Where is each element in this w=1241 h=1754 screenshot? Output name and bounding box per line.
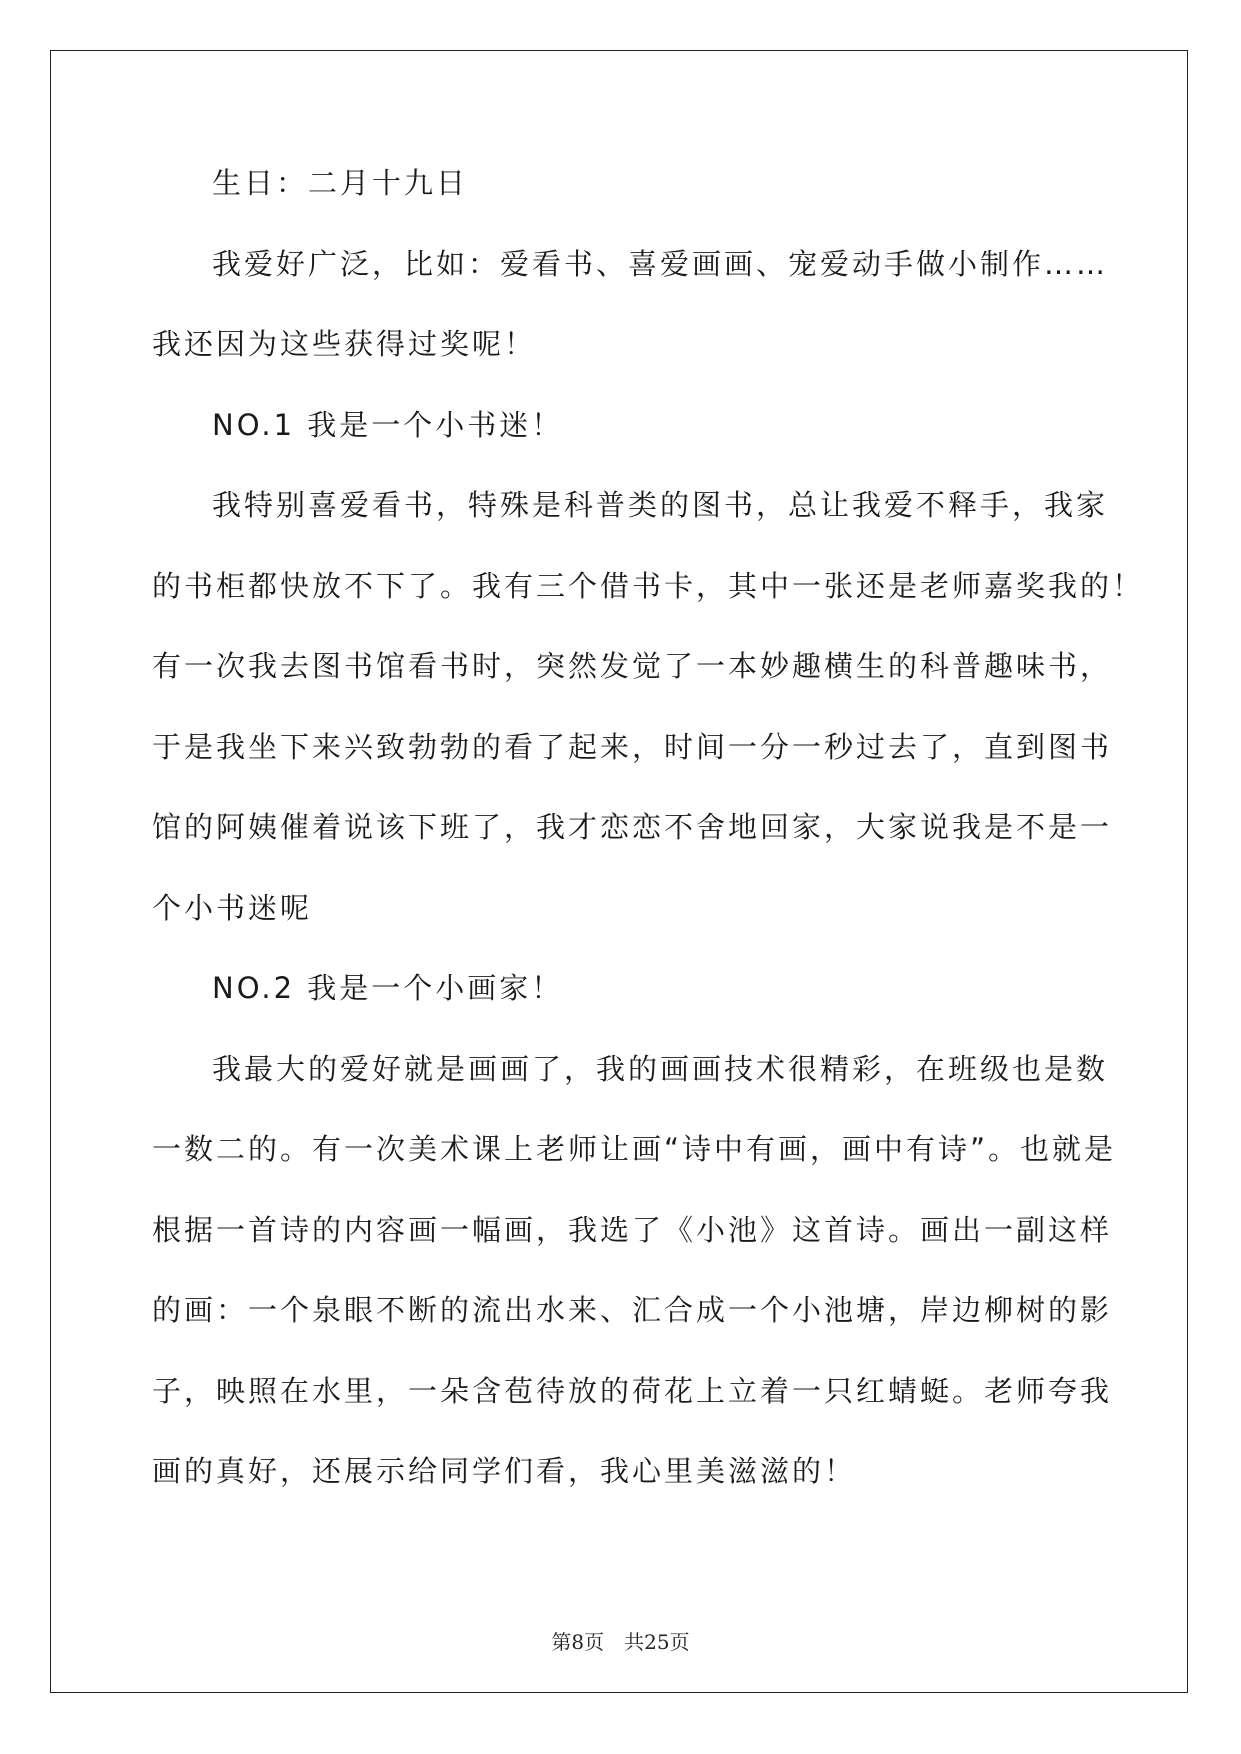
page-number: 第8页 [551,1630,605,1654]
paragraph-line: 一数二的。有一次美术课上老师让画“诗中有画，画中有诗”。也就是 [152,1132,1117,1166]
paragraph-line: 的书柜都快放不下了。我有三个借书卡，其中一张还是老师嘉奖我的！ [152,568,1145,603]
paragraph-line: 根据一首诗的内容画一幅画，我选了《小池》这首诗。画出一副这样 [152,1212,1113,1247]
section-heading: NO.1 我是一个小书迷！ [212,407,564,442]
paragraph-line: 个小书迷呢 [152,890,313,925]
paragraph-line: 我特别喜爱看书，特殊是科普类的图书，总让我爱不释手，我家 [212,488,1109,522]
document-body [152,163,1145,1532]
paragraph-line: 的画：一个泉眼不断的流出水来、汇合成一个小池塘，岸边柳树的影 [152,1293,1113,1327]
section-heading: NO.2 我是一个小画家！ [212,971,564,1005]
page-footer [0,1630,1241,1654]
paragraph-line: 我还因为这些获得过奖呢！ [152,327,537,361]
paragraph-line: 我爱好广泛，比如：爱看书、喜爱画画、宠爱动手做小制作…… [212,246,1109,281]
page-total: 共25页 [624,1630,690,1654]
paragraph-line: 我最大的爱好就是画画了，我的画画技术很精彩，在班级也是数 [212,1051,1109,1086]
paragraph-line: 于是我坐下来兴致勃勃的看了起来，时间一分一秒过去了，直到图书 [152,729,1113,764]
birthday-line: 生日：二月十九日 [212,166,469,200]
paragraph-line: 馆的阿姨催着说该下班了，我才恋恋不舍地回家，大家说我是不是一 [152,810,1113,844]
paragraph-line: 画的真好，还展示给同学们看，我心里美滋滋的！ [152,1454,857,1488]
paragraph-line: 有一次我去图书馆看书时，突然发觉了一本妙趣横生的科普趣味书， [152,649,1113,683]
paragraph-line: 子，映照在水里，一朵含苞待放的荷花上立着一只红蜻蜓。老师夸我 [152,1373,1113,1408]
